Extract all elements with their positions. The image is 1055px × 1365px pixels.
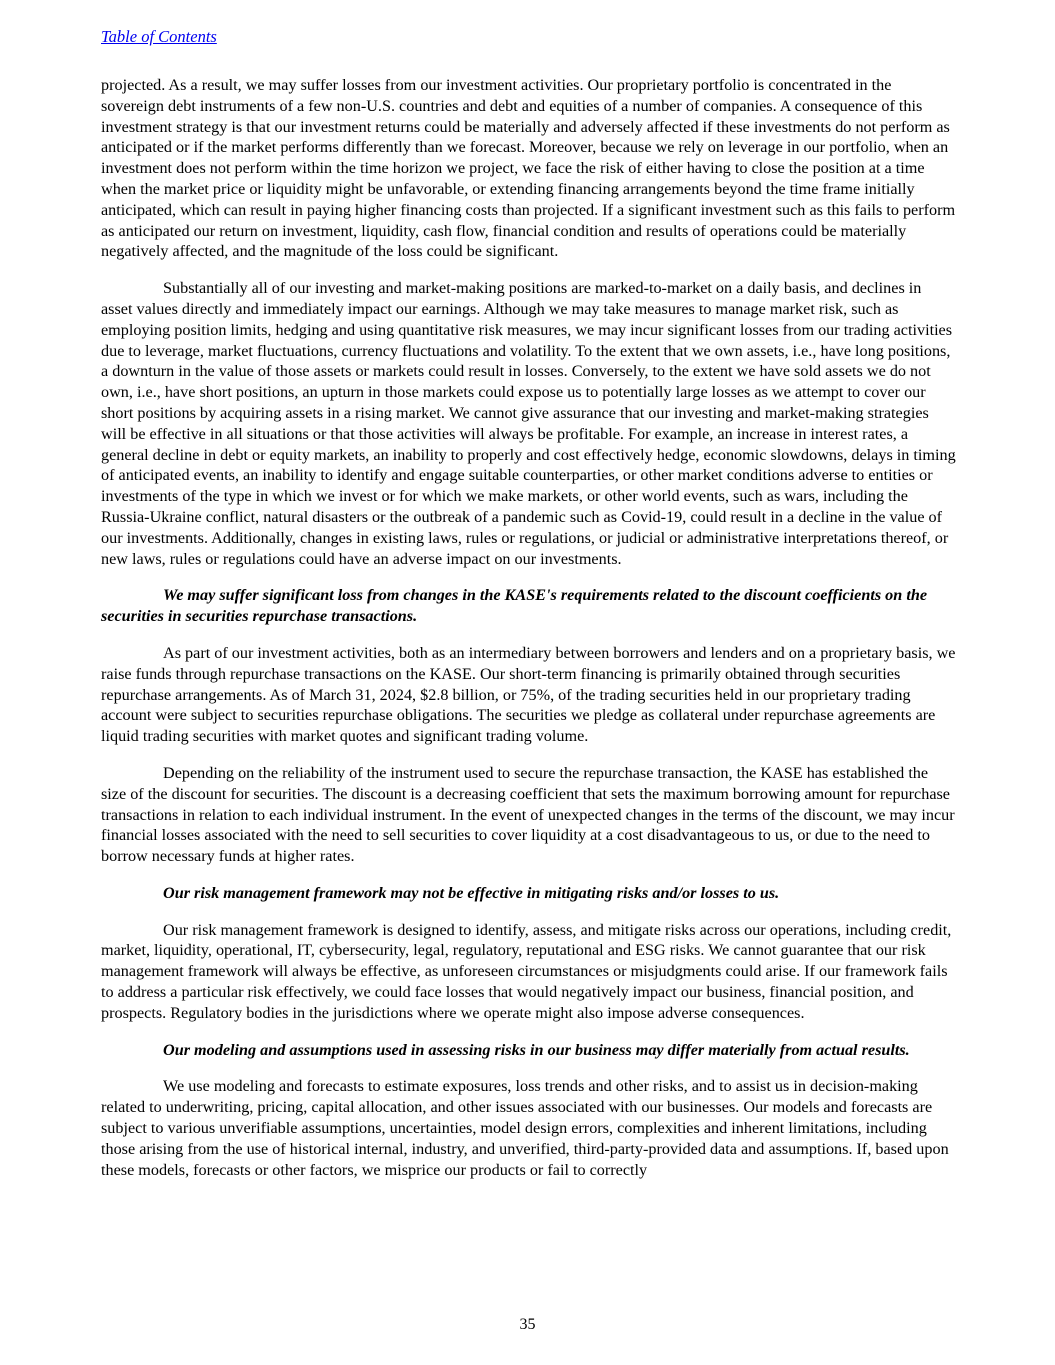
paragraph: Our risk management framework is designed to identify, assess, and mitigate risks across our operations, including credit, market, liquidity, operational, IT, cybersecurity, legal, regulatory, reputational and ESG risks. We cannot guarantee that our risk management framework will always be effective, as unforeseen circumstances or misjudgments could arise. If our framework fails to address a particular risk effectively, we could face losses that would negatively impact our business, financial position, and prospects. Regulatory bodies in the jurisdictions where we operate might also impose adverse consequences. xyxy=(101,920,952,1022)
paragraph: We use modeling and forecasts to estimate exposures, loss trends and other risks, and to assist us in decision-making related to underwriting, pricing, capital allocation, and other issues associated with our businesses. Our models and forecasts are subject to various unverifiable assumptions, uncertainties, model design errors, complexities and inherent limitations, including those arising from the use of historical internal, industry, and unverified, third-party-provided data and assumptions. If, based upon these models, forecasts or other factors, we misprice our products or fail to correctly xyxy=(101,1077,949,1179)
table-of-contents-link[interactable]: Table of Contents xyxy=(101,27,217,46)
section-heading: Our risk management framework may not be effective in mitigating risks and/or losses to us. xyxy=(163,883,780,902)
section-heading: We may suffer significant loss from changes in the KASE's requirements related to the discount coefficients on the securities in securities repurchase transactions. xyxy=(101,586,928,626)
paragraph: projected. As a result, we may suffer losses from our investment activities. Our proprietary portfolio is concentrated in the sovereign debt instruments of a few non-U.S. countries and debt and equities of a number of companies. A consequence of this investment strategy is that our investment returns could be materially and adversely affected if these investments do not perform as anticipated or if the market performs differently than we forecast. Moreover, because we rely on leverage in our portfolio, when an investment does not perform within the time horizon we project, we face the risk of either having to close the position at a time when the market price or liquidity might be unfavorable, or extending financing arrangements beyond the time frame initially anticipated, which can result in paying higher financing costs than projected. If a significant investment such as this fails to perform as anticipated our return on investment, liquidity, cash flow, financial condition and results of operations could be materially negatively affected, and the magnitude of the loss could be significant. xyxy=(101,76,956,261)
document-body xyxy=(101,75,956,1196)
paragraph: Depending on the reliability of the instrument used to secure the repurchase transaction, the KASE has established the size of the discount for securities. The discount is a decreasing coefficient that sets the maximum borrowing amount for repurchase transactions in relation to each individual instrument. In the event of unexpected changes in the terms of the discount, we may incur financial losses associated with the need to sell securities to cover liquidity at a cost disadvantageous to us, or due to the need to borrow necessary funds at higher rates. xyxy=(101,763,955,866)
paragraph: Substantially all of our investing and market-making positions are marked-to-market on a daily basis, and declines in asset values directly and immediately impact our earnings. Although we may take measures to manage market risk, such as employing position limits, hedging and using quantitative risk measures, we may incur significant losses from our trading activities due to leverage, market fluctuations, currency fluctuations and volatility. To the extent that we own assets, i.e., have long positions, a downturn in the value of those assets or markets could result in losses. Conversely, to the extent we have sold assets we do not own, i.e., have short positions, an upturn in those markets could expose us to potentially large losses as we attempt to cover our short positions by acquiring assets in a rising market. We cannot give assurance that our investing and market-making strategies will be effective in all situations or that those activities will always be profitable. For example, an increase in interest rates, a general decline in debt or equity markets, an inability to properly and cost effectively hedge, economic slowdowns, delays in timing of anticipated events, an inability to identify and engage suitable counterparties, or other market conditions adverse to entities or investments of the type in which we invest or for which we make markets, or other world events, such as wars, including the Russia-Ukraine conflict, natural disasters or the outbreak of a pandemic such as Covid-19, could result in a decline in the value of our investments. Additionally, changes in existing laws, rules or regulations, or judicial or administrative interpretations thereof, or new laws, rules or regulations could have an adverse impact on our investments. xyxy=(101,279,956,568)
paragraph: As part of our investment activities, both as an intermediary between borrowers and lenders and on a proprietary basis, we raise funds through repurchase transactions on the KASE. Our short-term financing is primarily obtained through securities repurchase arrangements. As of March 31, 2024, $2.8 billion, or 75%, of the trading securities held in our proprietary trading account were subject to securities repurchase obligations. The securities we pledge as collateral under repurchase agreements are liquid trading securities with market quotes and significant trading volume. xyxy=(101,643,956,746)
section-heading: Our modeling and assumptions used in assessing risks in our business may differ materially from actual results. xyxy=(163,1040,910,1059)
page-number: 35 xyxy=(519,1316,536,1333)
